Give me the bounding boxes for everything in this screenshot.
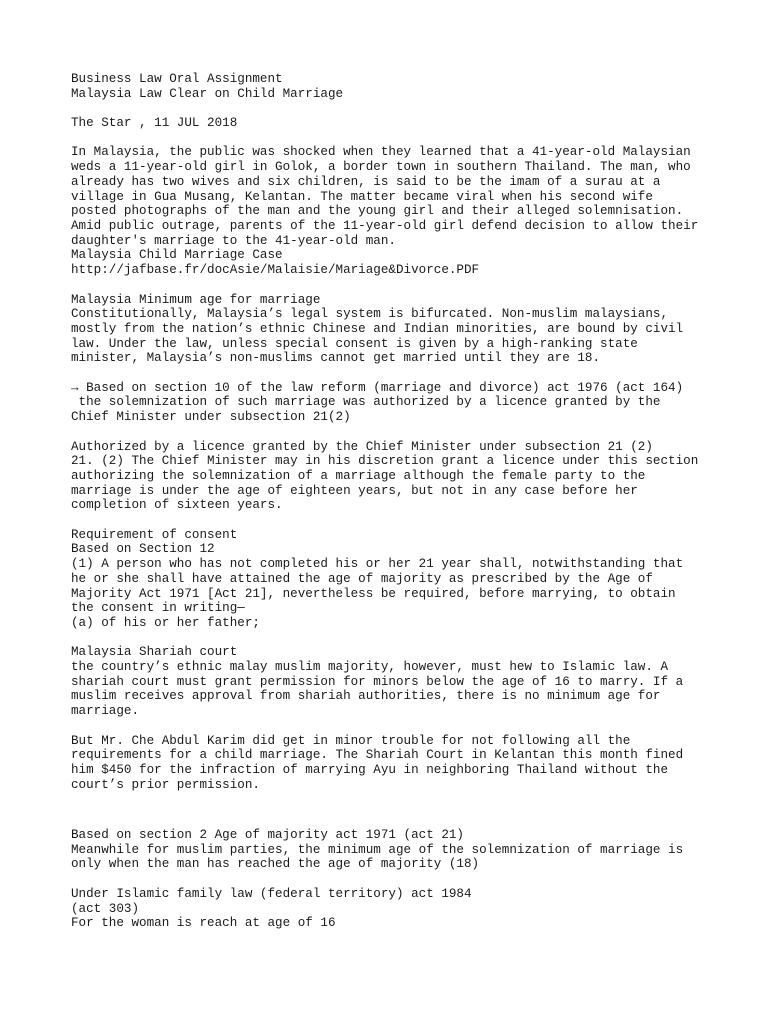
text-line: (a) of his or her father; bbox=[71, 615, 260, 630]
karim-paragraph bbox=[71, 734, 711, 793]
case-heading: Malaysia Child Marriage Case bbox=[71, 248, 283, 263]
text-line: muslim receives approval from shariah authorities, there is no minimum age for bbox=[71, 689, 661, 704]
licence-section bbox=[71, 440, 711, 514]
text-line: him $450 for the infraction of marrying Ayu in neighboring Thailand without the bbox=[71, 762, 669, 777]
assignment-title: Business Law Oral Assignment bbox=[71, 72, 283, 86]
text-line: Amid public outrage, parents of the 11-year-old girl defend decision to allow their bbox=[71, 219, 699, 233]
text-line: marriage is under the age of eighteen years, but not in any case before her bbox=[71, 483, 638, 498]
text-line: 21. (2) The Chief Minister may in his discretion grant a licence under this section bbox=[71, 454, 699, 469]
text-line: Majority Act 1971 [Act 21], nevertheless be required, before marrying, to obtain bbox=[71, 586, 676, 601]
text-line: weds a 11-year-old girl in Golok, a border town in southern Thailand. The man, who bbox=[71, 160, 691, 175]
header-block bbox=[71, 72, 711, 101]
islamic-law-section bbox=[71, 887, 711, 931]
text-line: the country’s ethnic malay muslim majority, however, must hew to Islamic law. A bbox=[71, 660, 669, 675]
consent-section bbox=[71, 528, 711, 631]
section-heading: Malaysia Minimum age for marriage bbox=[71, 292, 321, 307]
text-line: daughter's marriage to the 41-year-old man. bbox=[71, 233, 396, 248]
text-line: the consent in writing— bbox=[71, 601, 245, 616]
text-line: court’s prior permission. bbox=[71, 777, 260, 792]
document-body bbox=[71, 72, 711, 931]
shariah-section bbox=[71, 645, 711, 719]
text-line: minister, Malaysia’s non-muslims cannot get married until they are 18. bbox=[71, 351, 601, 366]
section-heading: Malaysia Shariah court bbox=[71, 645, 238, 660]
text-line: marriage. bbox=[71, 704, 140, 719]
section-heading: Based on section 2 Age of majority act 1971 (act 21) bbox=[71, 828, 464, 843]
text-line: For the woman is reach at age of 16 bbox=[71, 916, 336, 931]
text-line: But Mr. Che Abdul Karim did get in minor trouble for not following all the bbox=[71, 733, 631, 748]
text-line: requirements for a child marriage. The Shariah Court in Kelantan this month fined bbox=[71, 748, 684, 763]
section-heading: Requirement of consent bbox=[71, 527, 238, 542]
text-line: posted photographs of the man and the young girl and their alleged solemnisation. bbox=[71, 204, 684, 219]
minimum-age-section bbox=[71, 293, 711, 367]
text-line: (1) A person who has not completed his or her 21 year shall, notwithstanding that bbox=[71, 557, 684, 572]
text-line: only when the man has reached the age of majority (18) bbox=[71, 857, 480, 872]
article-title: Malaysia Law Clear on Child Marriage bbox=[71, 86, 344, 101]
text-line: completion of sixteen years. bbox=[71, 498, 283, 513]
section10-block bbox=[71, 381, 711, 425]
text-line: authorizing the solemnization of a marriage although the female party to the bbox=[71, 468, 646, 483]
text-line: the solemnization of such marriage was authorized by a licence granted by the bbox=[71, 395, 661, 410]
text-line: → Based on section 10 of the law reform (marriage and divorce) act 1976 (act 164) bbox=[71, 380, 684, 395]
text-line: he or she shall have attained the age of majority as prescribed by the Age of bbox=[71, 571, 653, 586]
text-line: mostly from the nation’s ethnic Chinese and Indian minorities, are bound by civil bbox=[71, 321, 684, 336]
text-line: Chief Minister under subsection 21(2) bbox=[71, 410, 351, 425]
text-line: shariah court must grant permission for minors below the age of 16 to marry. If a bbox=[71, 674, 684, 689]
text-line: Based on Section 12 bbox=[71, 542, 215, 557]
text-line: In Malaysia, the public was shocked when they learned that a 41-year-old Malaysian bbox=[71, 145, 691, 160]
text-line: already has two wives and six children, is said to be the imam of a surau at a bbox=[71, 174, 661, 189]
text-line: (act 303) bbox=[71, 901, 140, 916]
intro-paragraph bbox=[71, 145, 711, 277]
text-line: Constitutionally, Malaysia’s legal system is bifurcated. Non-muslim malaysians, bbox=[71, 307, 669, 322]
source-date: The Star , 11 JUL 2018 bbox=[71, 116, 238, 131]
majority-section bbox=[71, 828, 711, 872]
section-heading: Authorized by a licence granted by the Chief Minister under subsection 21 (2) bbox=[71, 439, 653, 454]
text-line: law. Under the law, unless special consent is given by a high-ranking state bbox=[71, 336, 638, 351]
case-url: http://jafbase.fr/docAsie/Malaisie/Mariage&Divorce.PDF bbox=[71, 263, 480, 278]
section-heading: Under Islamic family law (federal territory) act 1984 bbox=[71, 886, 472, 901]
text-line: Meanwhile for muslim parties, the minimum age of the solemnization of marriage is bbox=[71, 842, 684, 857]
text-line: village in Gua Musang, Kelantan. The matter became viral when his second wife bbox=[71, 189, 653, 204]
